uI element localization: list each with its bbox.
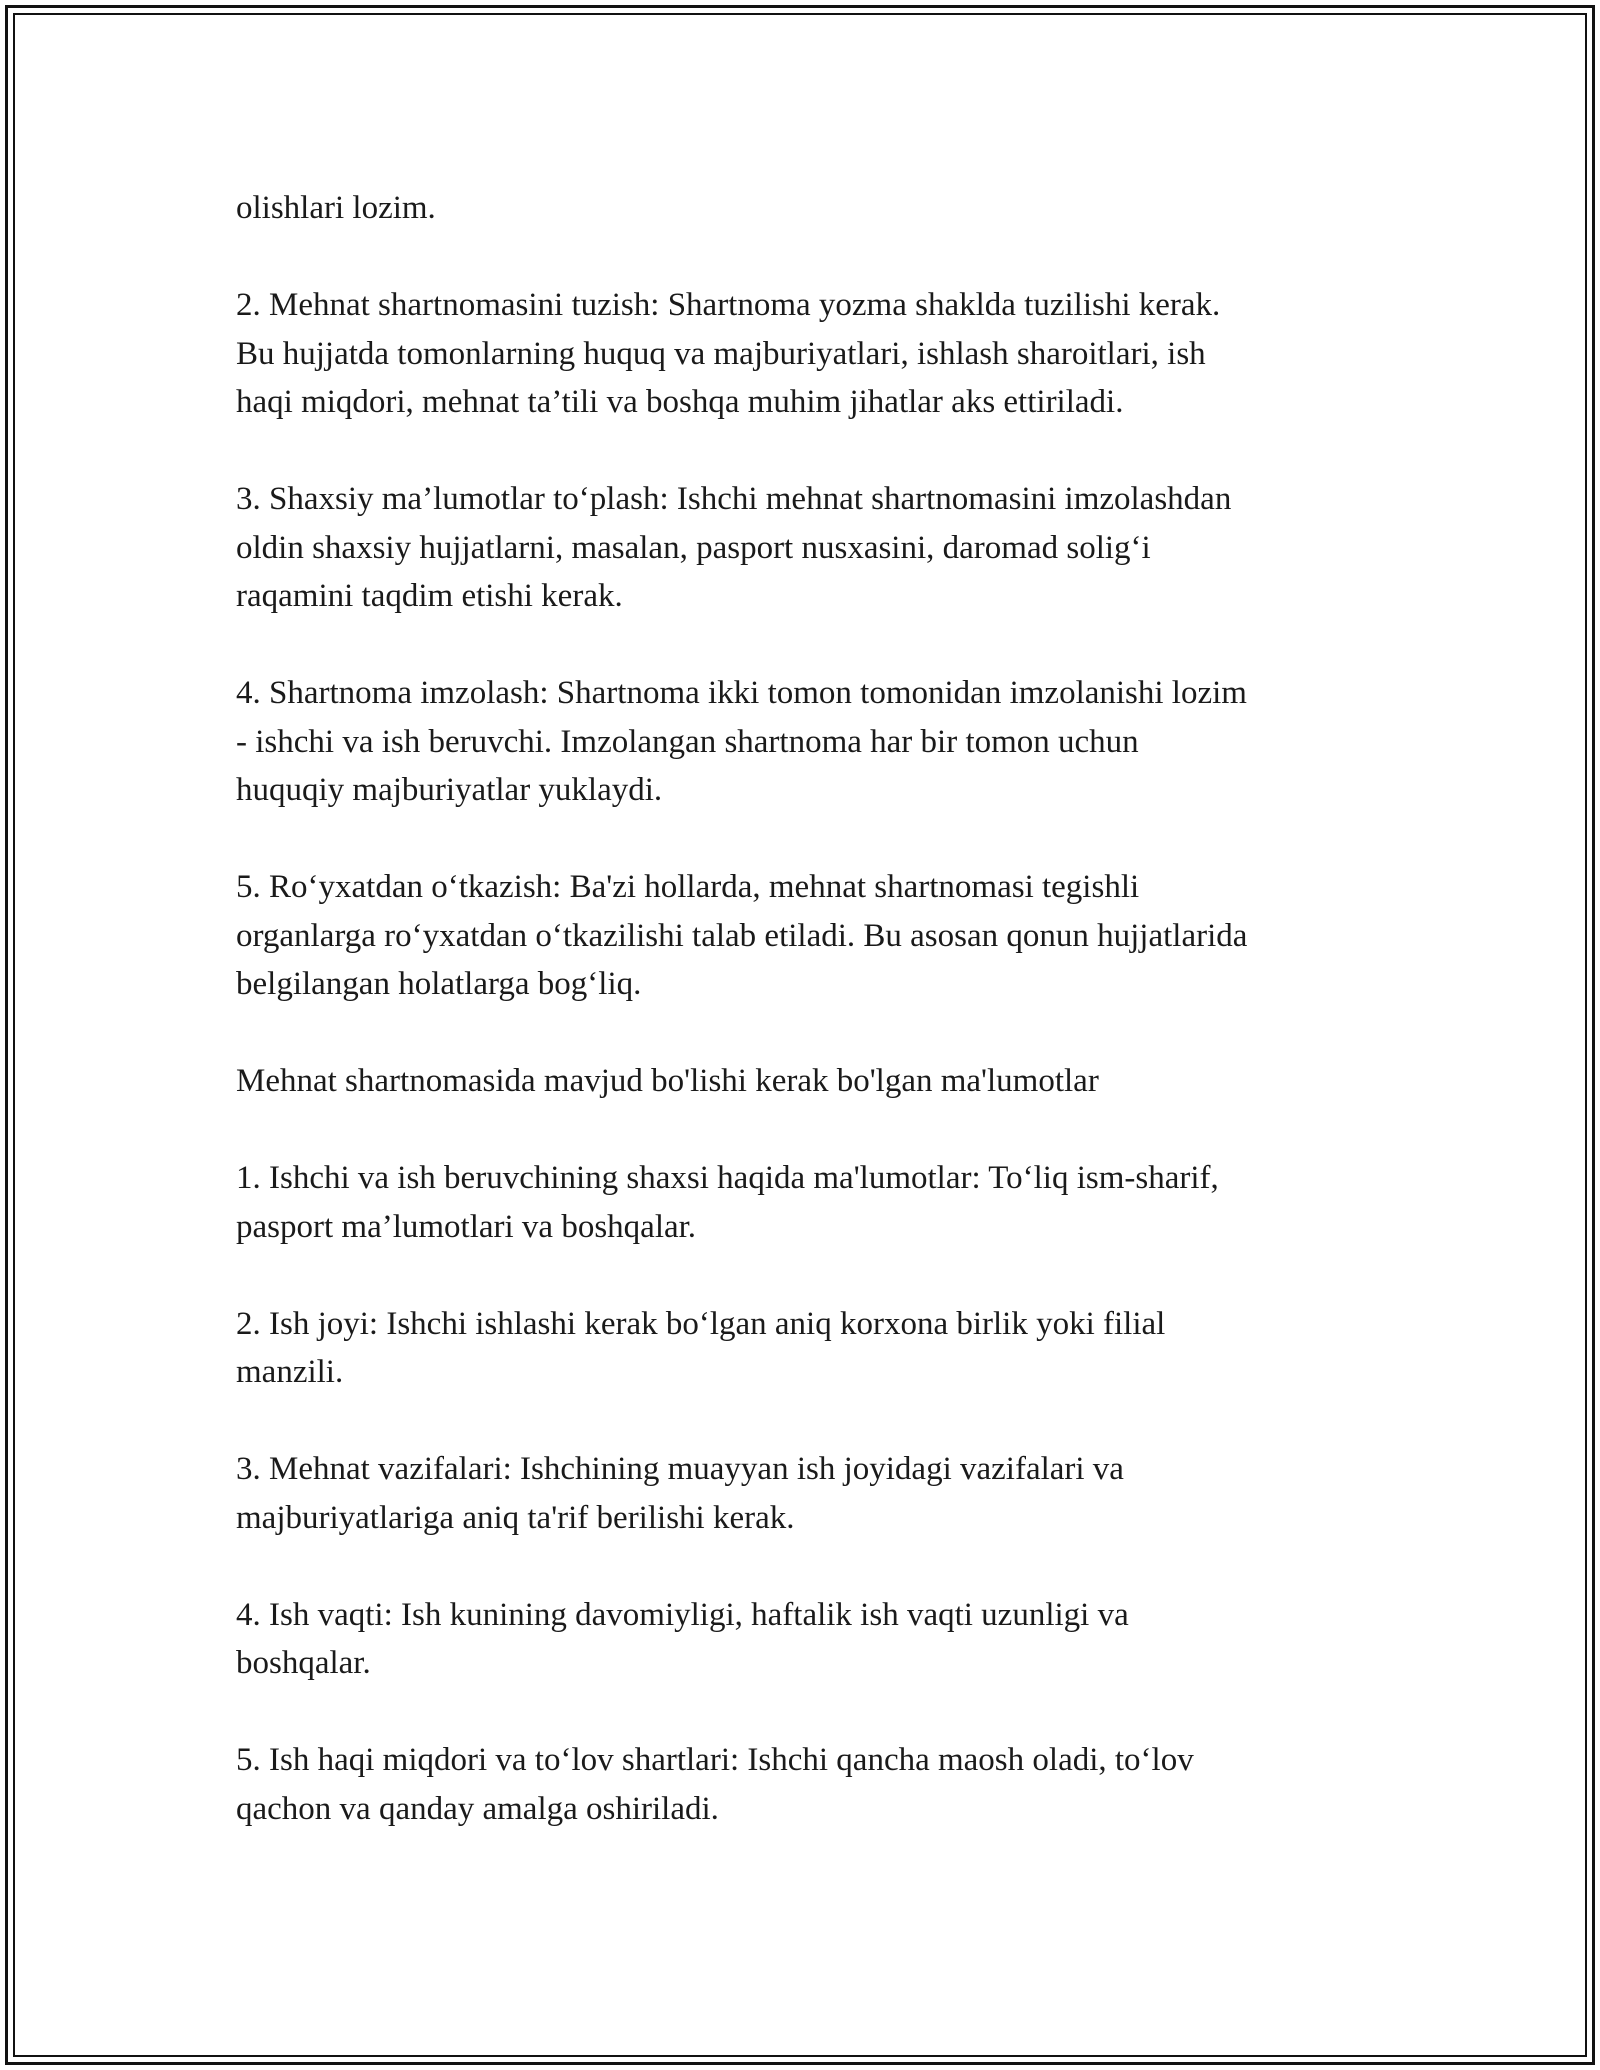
list-item-identity: 1. Ishchi va ish beruvchining shaxsi haqida ma'lumotlar: To‘liq ism-sharif, pasport ma’lumotlari va boshqalar. — [236, 1160, 1219, 1245]
paragraph-registration: 5. Ro‘yxatdan o‘tkazish: Ba'zi hollarda, mehnat shartnomasi tegishli organlarga ro‘yxatdan o‘tkazilishi talab etiladi. Bu asosan qonun hujjatlarida belgilangan holatlarga bog‘liq. — [236, 869, 1248, 1002]
list-item-salary: 5. Ish haqi miqdori va to‘lov shartlari: Ishchi qancha maosh oladi, to‘lov qachon va qanday amalga oshiriladi. — [236, 1742, 1194, 1827]
paragraph-contract-signing: 4. Shartnoma imzolash: Shartnoma ikki tomon tomonidan imzolanishi lozim - ishchi va ish beruvchi. Imzolangan shartnoma har bir tomon uchun huquqiy majburiyatlar yuklaydi. — [236, 675, 1247, 808]
document-body — [236, 184, 1386, 1882]
list-item-workplace: 2. Ish joyi: Ishchi ishlashi kerak bo‘lgan aniq korxona birlik yoki filial manzili. — [236, 1305, 1166, 1390]
list-item-duties: 3. Mehnat vazifalari: Ishchining muayyan ish joyidagi vazifalari va majburiyatlariga aniq ta'rif berilishi kerak. — [236, 1451, 1124, 1536]
paragraph-personal-data: 3. Shaxsiy ma’lumotlar to‘plash: Ishchi mehnat shartnomasini imzolashdan oldin shaxsiy hujjatlarni, masalan, pasport nusxasini, daromad solig‘i raqamini taqdim etishi kerak. — [236, 481, 1232, 614]
list-item-working-hours: 4. Ish vaqti: Ish kunining davomiyligi, haftalik ish vaqti uzunligi va boshqalar. — [236, 1596, 1129, 1681]
paragraph-contract-drafting: 2. Mehnat shartnomasini tuzish: Shartnoma yozma shaklda tuzilishi kerak. Bu hujjatda tomonlarning huquq va majburiyatlari, ishlash sharoitlari, ish haqi miqdori, mehnat ta’tili va boshqa muhim jihatlar aks ettiriladi. — [236, 287, 1221, 420]
paragraph-continuation: olishlari lozim. — [236, 190, 436, 226]
section-heading: Mehnat shartnomasida mavjud bo'lishi kerak bo'lgan ma'lumotlar — [236, 1063, 1099, 1099]
